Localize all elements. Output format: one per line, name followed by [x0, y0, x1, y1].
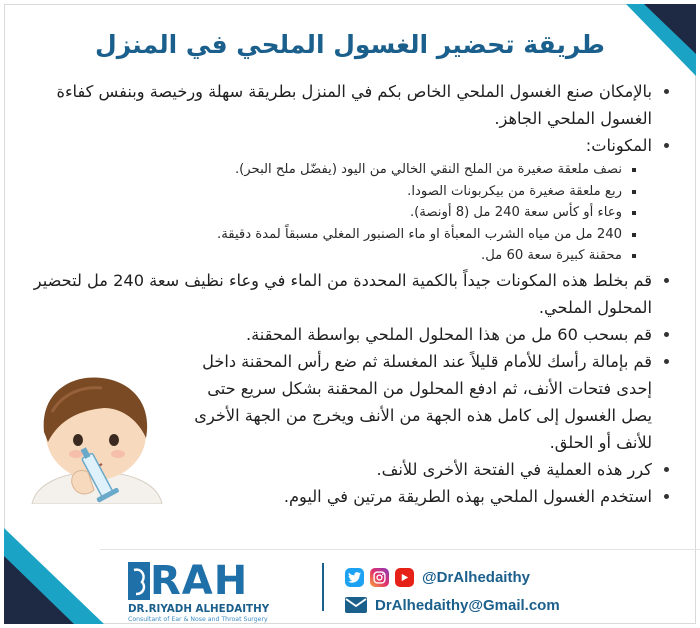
child-nasal-rinse-illustration [22, 372, 172, 504]
step-item: • كرر هذه العملية في الفتحة الأخرى للأنف. [26, 456, 652, 483]
ingredients-item [26, 132, 652, 267]
footer-divider-line [100, 549, 700, 550]
ingredients-heading: المكونات: [585, 136, 652, 155]
ingredient-item: ▪ وعاء أو كأس سعة 240 مل (8 أونصة). [26, 202, 622, 224]
logo-wordmark: RAH [150, 558, 249, 604]
logo-doctor-title: Consultant of Ear & Nose and Throat Surgery [128, 616, 268, 623]
envelope-icon [345, 597, 367, 613]
social-row [345, 566, 530, 588]
step-text: قم بإمالة رأسك للأمام قليلاً عند المغسلة ثم ضع رأس المحقنة داخل إحدى فتحات الأنف، ثم ادفع المحلول من المحقنة بشكل سريع حتى يصل الغسول إلى كامل هذه الجهة من الأنف ويخرج من الجهة الأخرى للأنف أو الحلق. [194, 351, 652, 452]
top-right-corner-decoration [626, 4, 696, 76]
ingredient-item: ▪ ربع ملعقة صغيرة من بيكربونات الصودا. [26, 181, 622, 203]
ingredient-item: ▪ نصف ملعقة صغيرة من الملح النقي الخالي من اليود (يفضّل ملح البحر). [26, 159, 622, 181]
page-title: طريقة تحضير الغسول الملحي في المنزل [95, 30, 605, 59]
instagram-icon[interactable] [370, 568, 389, 587]
youtube-icon[interactable] [395, 568, 414, 587]
intro-item: • بالإمكان صنع الغسول الملحي الخاص بكم في المنزل بطريقة سهلة ورخيصة وبنفس كفاءة الغسول الملحي الجاهز. [26, 78, 652, 132]
twitter-icon[interactable] [345, 568, 364, 587]
ingredient-item: ▪ 240 مل من مياه الشرب المعبأة او ماء الصنبور المغلي مسبقاً لمدة دقيقة. [26, 224, 622, 246]
social-handle[interactable]: @DrAlhedaithy [422, 568, 530, 586]
email-address[interactable]: DrAlhedaithy@Gmail.com [375, 596, 560, 614]
bottom-left-corner-decoration [4, 528, 104, 624]
step-item: • قم بسحب 60 مل من هذا المحلول الملحي بواسطة المحقنة. [26, 321, 652, 348]
footer-separator [322, 563, 324, 611]
step-item: • قم بخلط هذه المكونات جيداً بالكمية المحددة من الماء في وعاء نظيف سعة 240 مل لتحضير المحلول الملحي. [26, 267, 652, 321]
email-row [345, 594, 560, 616]
logo-doctor-name: DR.RIYADH ALHEDAITHY [128, 603, 270, 615]
ingredient-item: ▪ محقنة كبيرة سعة 60 مل. [26, 245, 622, 267]
doctor-logo [128, 558, 270, 623]
step-item: • استخدم الغسول الملحي بهذه الطريقة مرتين في اليوم. [26, 483, 652, 510]
ingredients-list [26, 159, 652, 267]
logo-emblem-icon [128, 562, 150, 600]
